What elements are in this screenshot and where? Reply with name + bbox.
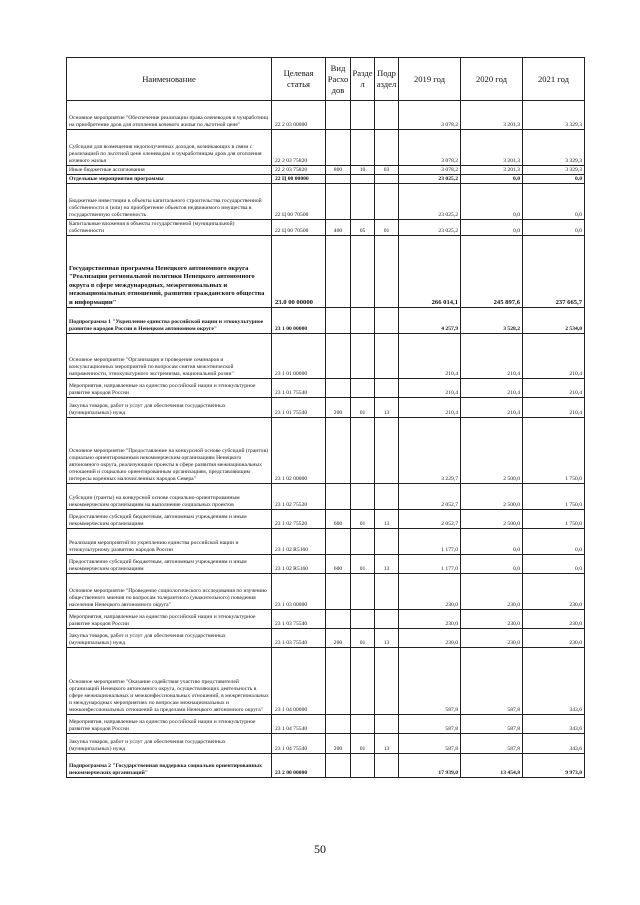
header-year-2020: 2020 год: [461, 58, 523, 101]
row-subsection: 13: [375, 629, 399, 648]
header-target-article: Целевая статья: [272, 58, 326, 101]
table-row: [67, 484, 585, 510]
row-expense-type: [326, 334, 351, 379]
row-value-2019: 17 939,0: [399, 754, 461, 778]
row-target-article: 23 1 02 R5160: [272, 555, 326, 574]
row-value-2021: 230,0: [523, 610, 585, 629]
row-value-2020: 3 201,3: [461, 130, 523, 166]
row-expense-type: 600: [326, 555, 351, 574]
table-row: [67, 398, 585, 418]
row-target-article: 23 1 04 75540: [272, 715, 326, 734]
row-section: [351, 308, 375, 334]
row-value-2021: 0,0: [523, 220, 585, 236]
row-value-2021: 1 750,0: [523, 484, 585, 510]
row-section: [351, 715, 375, 734]
row-target-article: 23 1 03 00000: [272, 574, 326, 610]
row-subsection: [375, 236, 399, 308]
header-subsection: Подр аздел: [375, 58, 399, 101]
row-expense-type: 200: [326, 734, 351, 754]
row-target-article: 22 2 03 00000: [272, 101, 326, 130]
row-value-2020: 2 500,0: [461, 418, 523, 484]
row-name: Предоставление субсидий бюджетным, автономным учреждениям и иным некоммерческим организациям: [67, 510, 272, 529]
row-section: [351, 529, 375, 555]
row-subsection: [375, 308, 399, 334]
table-row: [67, 648, 585, 715]
row-expense-type: [326, 101, 351, 130]
header-section: Разде л: [351, 58, 375, 101]
row-value-2021: 230,0: [523, 574, 585, 610]
row-expense-type: 200: [326, 398, 351, 418]
row-value-2020: 3 528,2: [461, 308, 523, 334]
row-expense-type: 200: [326, 629, 351, 648]
row-target-article: 23 1 01 00000: [272, 334, 326, 379]
row-section: [351, 130, 375, 166]
row-name: Подпрограмма 1 "Укрепление единства российской нации и этнокультурное развитие народов России в Ненецком автономном округе": [67, 308, 272, 334]
row-value-2019: 1 177,0: [399, 555, 461, 574]
row-subsection: [375, 379, 399, 398]
row-subsection: [375, 648, 399, 715]
row-value-2019: 210,4: [399, 398, 461, 418]
row-value-2021: 2 534,0: [523, 308, 585, 334]
row-value-2019: 3 078,2: [399, 101, 461, 130]
row-target-article: 23 1 00 00000: [272, 308, 326, 334]
row-value-2019: 1 177,0: [399, 529, 461, 555]
row-subsection: [375, 418, 399, 484]
row-name: Предоставление субсидий бюджетным, автономным учреждениям и иным некоммерческим организациям: [67, 555, 272, 574]
row-name: Подпрограмма 2 "Государственная поддержка социально ориентированных некоммерческих организаций": [67, 754, 272, 778]
row-section: 01: [351, 629, 375, 648]
row-section: [351, 610, 375, 629]
row-name: Бюджетные инвестиции в объекты капитального строительства государственной собственности и (или) на приобретение объектов недвижимого имущества в государственную собственность: [67, 184, 272, 220]
row-section: [351, 175, 375, 184]
row-target-article: 23 1 02 75520: [272, 510, 326, 529]
page-number: 50: [314, 842, 326, 856]
row-value-2019: 3 078,2: [399, 130, 461, 166]
row-name: Субсидии для возмещения недополученных доходов, возникающих в связи с реализацией по льготной цене оленеводам и чумработницам дров для отопления кочевого жилья: [67, 130, 272, 166]
header-year-2021: 2021 год: [523, 58, 585, 101]
row-target-article: 23 2 00 00000: [272, 754, 326, 778]
row-value-2019: 587,8: [399, 715, 461, 734]
table-row: [67, 220, 585, 236]
row-name: Основное мероприятие "Обеспечение реализации права оленеводов и чумработниц на приобретение дров для отопления кочевого жилья по льготной цене": [67, 101, 272, 130]
row-expense-type: [326, 574, 351, 610]
row-value-2021: 230,0: [523, 629, 585, 648]
row-section: [351, 484, 375, 510]
row-value-2021: 0,0: [523, 529, 585, 555]
row-name: Основное мероприятие "Оказание содействия участию представителей организаций Ненецкого автономного округа, осуществляющих деятельность в сфере межнациональных и межконфессиональных отношений, в межрегиональных и международных мероприятиях по вопросам межнациональных и межконфессиональных отношений за пределами Ненецкого автономного округа": [67, 648, 272, 715]
table-row: [67, 130, 585, 166]
header-name: Наименование: [67, 58, 272, 101]
budget-table: [66, 57, 585, 778]
row-expense-type: [326, 418, 351, 484]
table-row: [67, 629, 585, 648]
row-expense-type: [326, 715, 351, 734]
row-section: 01: [351, 555, 375, 574]
row-expense-type: [326, 175, 351, 184]
row-name: Капитальные вложения в объекты государственной (муниципальной) собственности: [67, 220, 272, 236]
row-expense-type: 600: [326, 510, 351, 529]
header-year-2019: 2019 год: [399, 58, 461, 101]
row-expense-type: [326, 648, 351, 715]
row-name: Закупка товаров, работ и услуг для обеспечения государственных (муниципальных) нужд: [67, 629, 272, 648]
row-target-article: 23 1 03 75540: [272, 610, 326, 629]
row-subsection: 03: [375, 166, 399, 175]
row-value-2020: 0,0: [461, 555, 523, 574]
row-value-2021: 0,0: [523, 175, 585, 184]
row-section: 01: [351, 510, 375, 529]
table-row: [67, 308, 585, 334]
row-target-article: 23 1 02 R5160: [272, 529, 326, 555]
row-subsection: [375, 334, 399, 379]
row-value-2020: 210,4: [461, 379, 523, 398]
row-value-2019: 2 052,7: [399, 510, 461, 529]
row-name: Основное мероприятие "Проведение социологического исследования по изучению общественного мнения по вопросам толерантного (уважительного) поведения населения Ненецкого автономного округа": [67, 574, 272, 610]
row-value-2021: 3 329,3: [523, 101, 585, 130]
row-section: [351, 574, 375, 610]
row-target-article: 22 Ц 00 70500: [272, 184, 326, 220]
row-value-2019: 587,8: [399, 734, 461, 754]
table-row: [67, 334, 585, 379]
row-target-article: 22 2 03 75820: [272, 130, 326, 166]
row-expense-type: [326, 484, 351, 510]
row-value-2020: 587,8: [461, 648, 523, 715]
row-subsection: [375, 184, 399, 220]
table-row: [67, 418, 585, 484]
row-name: Основное мероприятие "Предоставление на конкурсной основе субсидий (грантов) социально ориентированным некоммерческим организациям Ненецкого автономного округа, реализующим проекты в сфере развития межнациональных отношений и социально ориентированным организациям, представляющим интересы коренных малочисленных народов Севера": [67, 418, 272, 484]
row-value-2020: 0,0: [461, 184, 523, 220]
row-subsection: [375, 610, 399, 629]
row-name: Мероприятия, направленные на единство российской нации и этнокультурное развитие народов России: [67, 610, 272, 629]
row-value-2019: 230,0: [399, 574, 461, 610]
row-value-2020: 3 201,3: [461, 166, 523, 175]
row-target-article: 23.0 00 00000: [272, 236, 326, 308]
table-header-row: [67, 58, 585, 101]
row-expense-type: 800: [326, 166, 351, 175]
row-target-article: 22 Ц 00 70500: [272, 220, 326, 236]
row-value-2019: 266 014,1: [399, 236, 461, 308]
row-name: Основное мероприятие "Организация и проведение семинаров и консультационных мероприятий по вопросам снятия межэтнической напряженности, этнокультурного экстремизма, национальной розни": [67, 334, 272, 379]
row-value-2019: 210,4: [399, 334, 461, 379]
row-target-article: 23 1 04 75540: [272, 734, 326, 754]
row-value-2020: 0,0: [461, 220, 523, 236]
row-value-2019: 210,4: [399, 379, 461, 398]
row-subsection: [375, 715, 399, 734]
row-section: 10: [351, 166, 375, 175]
row-value-2019: 3 229,7: [399, 418, 461, 484]
row-name: Мероприятия, направленные на единство российской нации и этнокультурное развитие народов России: [67, 715, 272, 734]
row-value-2021: 237 665,7: [523, 236, 585, 308]
row-subsection: 13: [375, 398, 399, 418]
row-value-2020: 0,0: [461, 529, 523, 555]
row-value-2020: 230,0: [461, 629, 523, 648]
row-target-article: 22 Ц 00 00000: [272, 175, 326, 184]
row-subsection: [375, 175, 399, 184]
row-name: Субсидии (гранты) на конкурсной основе социально-ориентированным некоммерческим организациям на выполнение социальных проектов: [67, 484, 272, 510]
row-value-2021: 1 750,0: [523, 510, 585, 529]
row-name: Закупка товаров, работ и услуг для обеспечения государственных (муниципальных) нужд: [67, 734, 272, 754]
row-value-2019: 3 078,2: [399, 166, 461, 175]
row-value-2019: 23 025,2: [399, 175, 461, 184]
row-name: Отдельные мероприятия программы: [67, 175, 272, 184]
budget-table-sheet: [66, 57, 584, 778]
row-subsection: [375, 484, 399, 510]
row-subsection: 13: [375, 555, 399, 574]
row-target-article: 23 1 03 75540: [272, 629, 326, 648]
row-subsection: 13: [375, 734, 399, 754]
table-row: [67, 574, 585, 610]
row-value-2020: 3 201,3: [461, 101, 523, 130]
row-value-2019: 2 052,7: [399, 484, 461, 510]
row-name: Иные бюджетные ассигнования: [67, 166, 272, 175]
row-expense-type: [326, 754, 351, 778]
row-name: Реализация мероприятий по укреплению единства российской нации и этнокультурному развитию народов России: [67, 529, 272, 555]
row-target-article: 23 1 02 00000: [272, 418, 326, 484]
row-section: [351, 184, 375, 220]
row-value-2021: 1 750,0: [523, 418, 585, 484]
row-value-2020: 230,0: [461, 610, 523, 629]
table-row: [67, 379, 585, 398]
row-value-2021: 3 329,3: [523, 130, 585, 166]
row-value-2021: 3 329,3: [523, 166, 585, 175]
row-value-2021: 343,6: [523, 734, 585, 754]
row-value-2021: 343,6: [523, 715, 585, 734]
row-value-2020: 210,4: [461, 398, 523, 418]
row-expense-type: [326, 184, 351, 220]
table-row: [67, 236, 585, 308]
row-value-2019: 4 257,9: [399, 308, 461, 334]
row-expense-type: [326, 236, 351, 308]
row-section: [351, 334, 375, 379]
row-target-article: 22 2 03 75820: [272, 166, 326, 175]
row-value-2020: 587,8: [461, 734, 523, 754]
row-value-2020: 587,8: [461, 715, 523, 734]
row-section: 05: [351, 220, 375, 236]
row-subsection: [375, 529, 399, 555]
row-target-article: 23 1 04 00000: [272, 648, 326, 715]
row-target-article: 23 1 01 75540: [272, 379, 326, 398]
row-value-2020: 2 500,0: [461, 484, 523, 510]
row-section: 01: [351, 734, 375, 754]
table-row: [67, 529, 585, 555]
row-value-2019: 587,8: [399, 648, 461, 715]
row-subsection: [375, 754, 399, 778]
row-value-2020: 13 454,8: [461, 754, 523, 778]
row-value-2021: 0,0: [523, 184, 585, 220]
row-value-2020: 0,0: [461, 175, 523, 184]
row-section: [351, 379, 375, 398]
table-row: [67, 184, 585, 220]
table-row: [67, 101, 585, 130]
row-value-2021: 0,0: [523, 555, 585, 574]
table-row: [67, 754, 585, 778]
row-subsection: 13: [375, 510, 399, 529]
table-row: [67, 166, 585, 175]
row-expense-type: [326, 379, 351, 398]
row-name: Государственная программа Ненецкого автономного округа "Реализация региональной политики Ненецкого автономного округа в сфере международных, межрегиональных и межнациональных отношений, развития гражданского общества и информации": [67, 236, 272, 308]
row-target-article: 23 1 01 75540: [272, 398, 326, 418]
row-value-2019: 230,0: [399, 629, 461, 648]
row-section: [351, 754, 375, 778]
table-row: [67, 610, 585, 629]
table-row: [67, 715, 585, 734]
row-section: [351, 236, 375, 308]
row-value-2020: 2 500,0: [461, 510, 523, 529]
row-value-2020: 245 897,6: [461, 236, 523, 308]
row-subsection: [375, 130, 399, 166]
row-expense-type: [326, 610, 351, 629]
header-expense-type: Вид Расхо дов: [326, 58, 351, 101]
row-name: Мероприятия, направленные на единство российской нации и этнокультурное развитие народов России: [67, 379, 272, 398]
row-subsection: [375, 101, 399, 130]
table-row: [67, 175, 585, 184]
row-section: [351, 648, 375, 715]
row-expense-type: [326, 130, 351, 166]
row-expense-type: 400: [326, 220, 351, 236]
row-section: [351, 101, 375, 130]
row-section: 01: [351, 398, 375, 418]
row-subsection: 01: [375, 220, 399, 236]
table-row: [67, 510, 585, 529]
row-name: Закупка товаров, работ и услуг для обеспечения государственных (муниципальных) нужд: [67, 398, 272, 418]
row-value-2020: 230,0: [461, 574, 523, 610]
row-value-2020: 210,4: [461, 334, 523, 379]
row-value-2021: 9 973,0: [523, 754, 585, 778]
row-value-2021: 343,6: [523, 648, 585, 715]
row-section: [351, 418, 375, 484]
row-value-2019: 23 025,2: [399, 184, 461, 220]
row-expense-type: [326, 308, 351, 334]
row-value-2019: 23 025,2: [399, 220, 461, 236]
row-subsection: [375, 574, 399, 610]
row-value-2021: 210,4: [523, 334, 585, 379]
table-row: [67, 734, 585, 754]
row-expense-type: [326, 529, 351, 555]
row-value-2021: 210,4: [523, 379, 585, 398]
row-value-2021: 210,4: [523, 398, 585, 418]
row-value-2019: 230,0: [399, 610, 461, 629]
table-row: [67, 555, 585, 574]
row-target-article: 23 1 02 75520: [272, 484, 326, 510]
